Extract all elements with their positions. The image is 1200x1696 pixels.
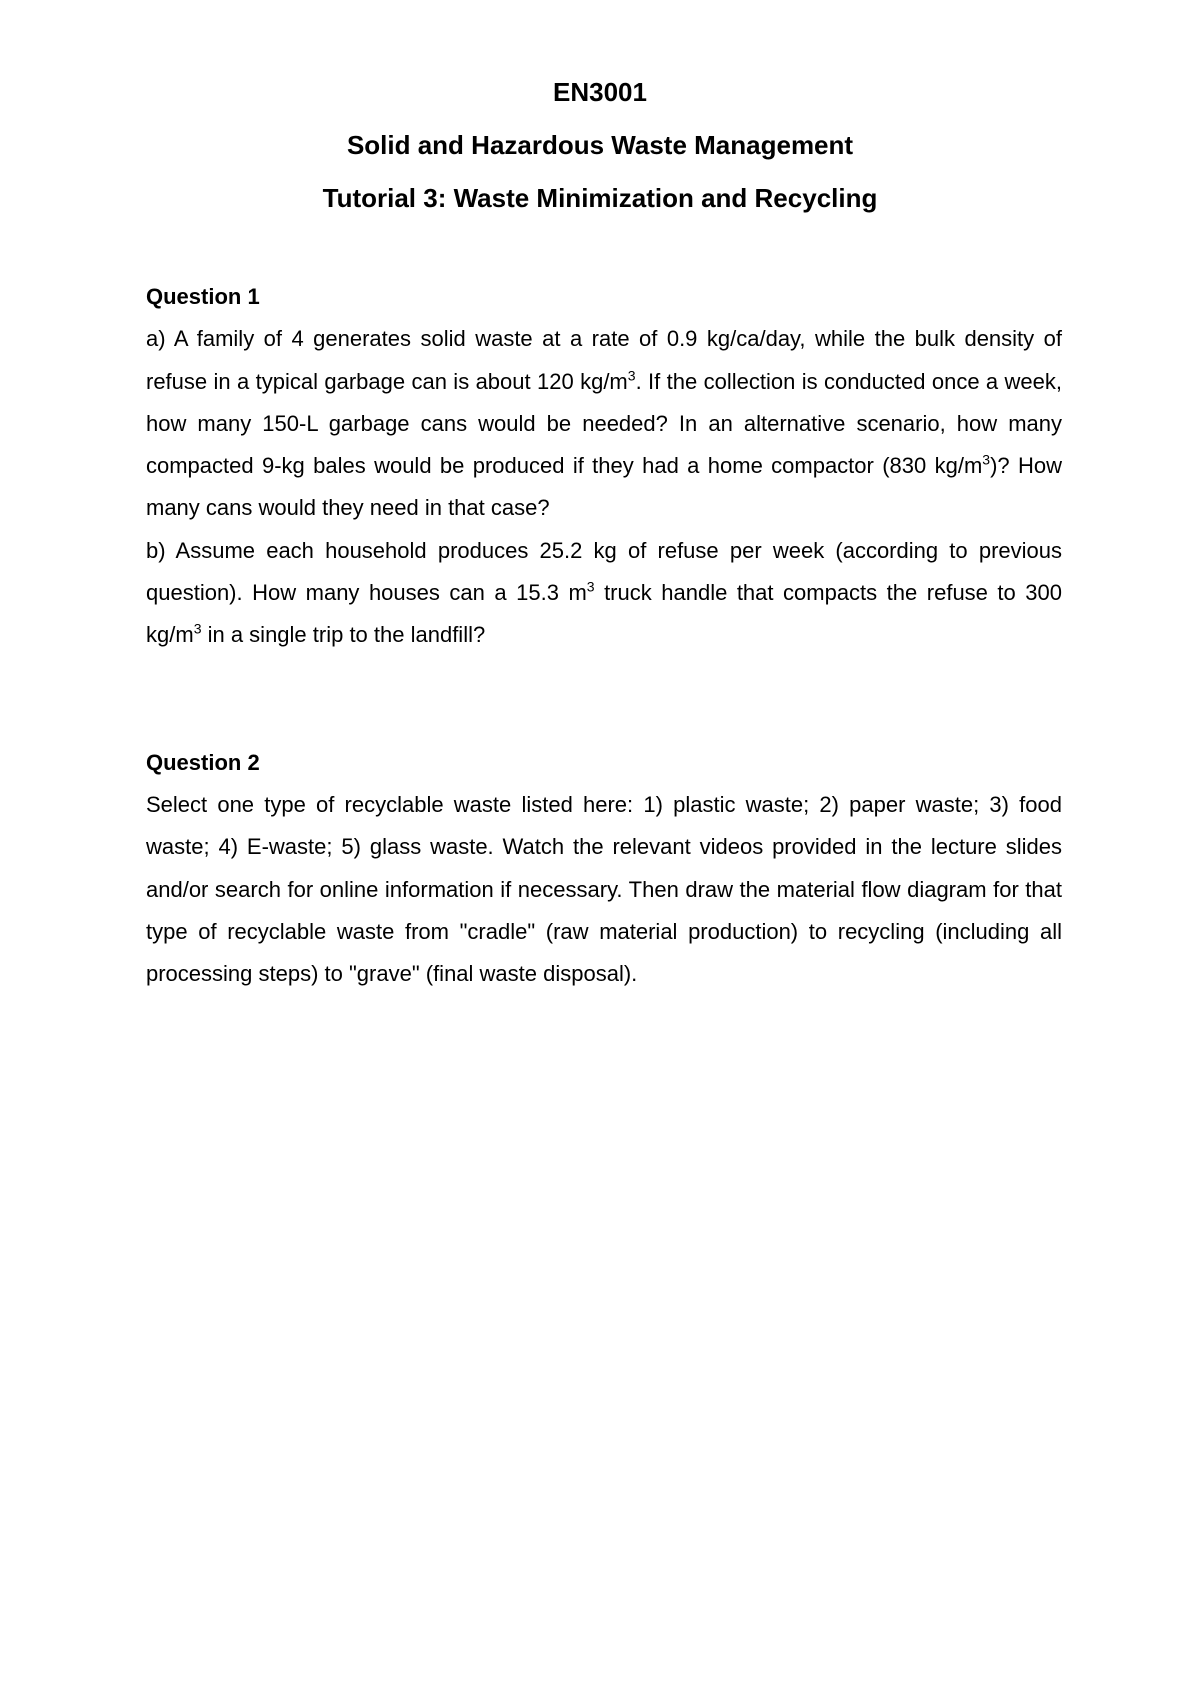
question-1-part-a — [146, 318, 1062, 529]
tutorial-title: Tutorial 3: Waste Minimization and Recycling — [322, 183, 878, 213]
q1b-superscript-1: 3 — [586, 578, 595, 595]
document-header — [0, 72, 1200, 231]
document-body — [146, 276, 1062, 995]
course-title: Solid and Hazardous Waste Management — [346, 130, 854, 160]
question-1-heading: Question 1 — [146, 284, 260, 309]
q1a-text-2: . If the collection is conducted once a week, how many 150-L garbage cans would be needed? In an alternative scenario, how many compacted 9-kg bales would be produced if they had a home compactor (830 kg/m — [146, 368, 1063, 479]
q1b-superscript-2: 3 — [193, 621, 202, 638]
q1a-text-3: )? How many cans would they need in that case? — [146, 453, 1063, 521]
question-2 — [146, 742, 1062, 996]
q1b-text-3: in a single trip to the landfill? — [201, 622, 486, 648]
question-1 — [146, 276, 1062, 657]
q1a-superscript-1: 3 — [627, 367, 636, 384]
section-spacer — [146, 657, 1062, 742]
q1b-text-2: truck handle that compacts the refuse to 300 kg/m — [146, 580, 1062, 648]
course-code: EN3001 — [553, 77, 647, 107]
q1a-superscript-2: 3 — [982, 451, 991, 468]
question-1-part-b — [146, 530, 1062, 657]
question-2-body: Select one type of recyclable waste listed here: 1) plastic waste; 2) paper waste; 3) food waste; 4) E-waste; 5) glass waste. Watch the relevant videos provided in the lecture slides and/or search for online information if necessary. Then draw the material flow diagram for that type of recyclable waste from "cradle" (raw material production) to recycling (including all processing steps) to "grave" (final waste disposal). — [146, 791, 1062, 987]
question-2-heading: Question 2 — [146, 749, 260, 775]
q1b-text-1: b) Assume each household produces 25.2 kg of refuse per week (according to previous question). How many houses can a 15.3 m — [146, 537, 1062, 606]
q1a-text-1: a) A family of 4 generates solid waste at a rate of 0.9 kg/ca/day, while the bulk density of refuse in a typical garbage can is about 120 kg/m — [146, 326, 1062, 394]
